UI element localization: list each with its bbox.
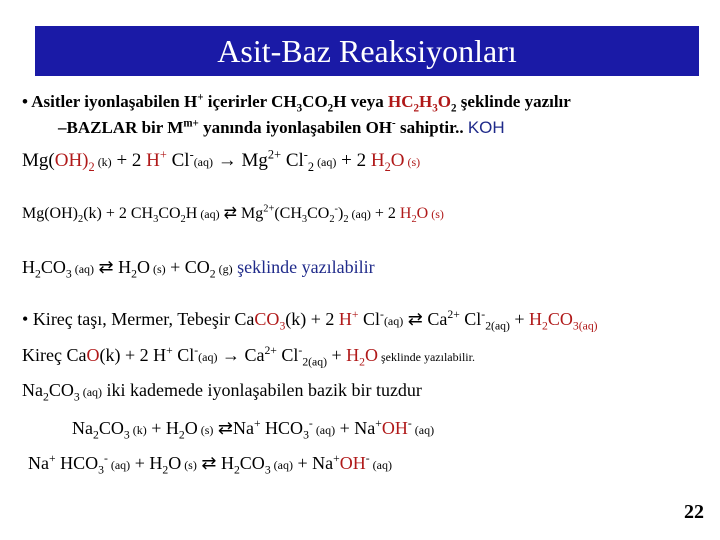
equation-carbonic-acid: $H_2CO_3$ (aq) ⇄ $H_2O$ $(s) + CO_2$ (g) şeklinde yazılabilir (22, 257, 375, 281)
bullet: • (22, 309, 29, 329)
page-number: 22 (684, 501, 704, 523)
equation-mgoh2-acetic: $Mg(OH)_2(k) + 2$ $CH_3CO_2H$ (aq) ⇄ $Mg^{2+}(CH_3CO_2^-)_2$ (aq) + 2 $H_2O$ (s) (22, 203, 444, 226)
slide-title: Asit-Baz Reaksiyonları (35, 26, 699, 76)
equation-second-ionization: Na+ $HCO_3^-$ $(aq) + H_2O$ (s) ⇄ $H_2CO_3$ (aq) + Na+OH- (aq) (28, 452, 392, 477)
acids-definition-line: • Asitler iyonlaşabilen H+ içerirler $CH_3CO_2H$ veya $HC_2H_3O_2$ şeklinde yazılır (22, 91, 571, 115)
equation-quicklime: Kireç CaO(k) + 2 H+ $Cl^-(aq) \to Ca^{2+}$ $Cl^-_{2(aq)} + H_2O$ şeklinde yazılabilir. (22, 344, 475, 369)
equation-limestone: • Kireç taşı, Mermer, Tebeşir CaCO$_3$(k) + 2 H+ Cl-(aq) ⇄ $Ca^{2+}$ $Cl^-_{2(aq)} + H_2CO_{3(aq)}$ (22, 308, 598, 333)
bases-definition-line: –BAZLAR bir $M^{m+}$ yanında iyonlaşabilen OH- sahiptir.. KOH (58, 117, 505, 137)
sodium-carbonate-description: $Na_2CO_3$ (aq) iki kademede iyonlaşabilen bazik bir tuzdur (22, 380, 422, 404)
bullet: • (22, 92, 28, 111)
equation-mgoh2-hcl: $Mg(OH)_2$ (k) + 2 H+ $Cl^-(aq) \to Mg^{2+}$ $Cl^-_2$ (aq) + 2 $H_2O$ (s) (22, 147, 421, 174)
equation-first-ionization: $Na_2CO_3$ $(k) + H_2O$ (s) ⇄Na+ $HCO_3^-$ (aq) + Na+OH- (aq) (72, 417, 435, 442)
